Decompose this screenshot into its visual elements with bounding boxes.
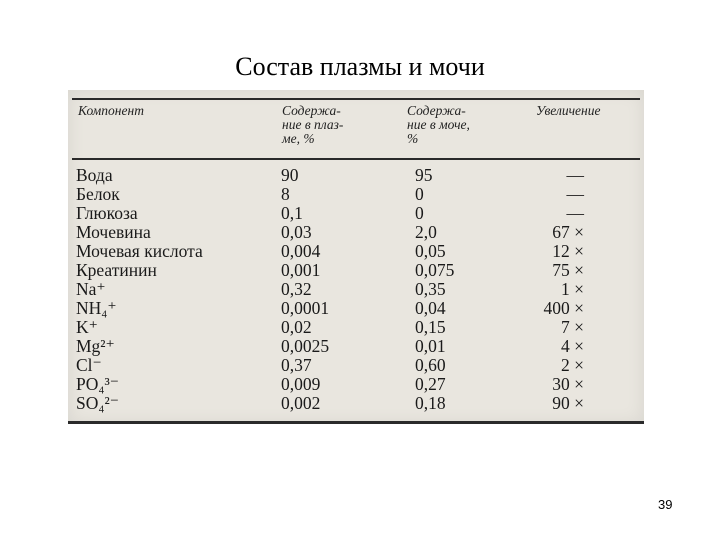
cell-component: Mg²⁺ xyxy=(76,336,115,356)
cell-component: Мочевина xyxy=(76,222,151,242)
cell-plasma: 0,0025 xyxy=(281,336,330,356)
cell-increase: 75 × xyxy=(552,260,584,280)
cell-urine: 95 xyxy=(415,165,433,185)
cell-plasma: 90 xyxy=(281,165,299,185)
cell-plasma: 8 xyxy=(281,184,290,204)
table-row xyxy=(68,318,644,337)
cell-component: PO₄³⁻ xyxy=(76,374,119,394)
cell-component: NH₄⁺ xyxy=(76,298,117,318)
cell-component: Вода xyxy=(76,165,113,185)
cell-increase: 67 × xyxy=(552,222,584,242)
cell-urine: 0,18 xyxy=(415,393,446,413)
table-row xyxy=(68,394,644,413)
cell-urine: 0,27 xyxy=(415,374,446,394)
cell-increase: 12 × xyxy=(552,241,584,261)
cell-component: SO₄²⁻ xyxy=(76,393,119,413)
cell-urine: 0,075 xyxy=(415,260,455,280)
table-row xyxy=(68,299,644,318)
header-plasma: Содержа- ние в плаз- ме, % xyxy=(282,103,344,146)
cell-urine: 0 xyxy=(415,203,424,223)
table-bottom-rule xyxy=(68,421,644,424)
header-increase: Увеличение xyxy=(536,103,601,118)
cell-component: Cl⁻ xyxy=(76,355,102,375)
table-row xyxy=(68,242,644,261)
cell-urine: 0,04 xyxy=(415,298,446,318)
table-row xyxy=(68,337,644,356)
cell-urine: 0,01 xyxy=(415,336,446,356)
cell-increase: — xyxy=(566,165,584,185)
cell-component: Na⁺ xyxy=(76,279,106,299)
cell-plasma: 0,001 xyxy=(281,260,321,280)
slide-title: Состав плазмы и мочи xyxy=(235,52,485,81)
cell-plasma: 0,009 xyxy=(281,374,321,394)
table-row xyxy=(68,261,644,280)
cell-increase: 7 × xyxy=(561,317,584,337)
cell-urine: 2,0 xyxy=(415,222,437,242)
table-row xyxy=(68,166,644,185)
cell-plasma: 0,1 xyxy=(281,203,303,223)
cell-increase: 90 × xyxy=(552,393,584,413)
table-top-rule xyxy=(72,98,640,100)
cell-component: Мочевая кислота xyxy=(76,241,203,261)
table-row xyxy=(68,356,644,375)
table-row xyxy=(68,223,644,242)
cell-increase: 30 × xyxy=(552,374,584,394)
cell-increase: 1 × xyxy=(561,279,584,299)
cell-urine: 0 xyxy=(415,184,424,204)
cell-urine: 0,60 xyxy=(415,355,446,375)
cell-urine: 0,35 xyxy=(415,279,446,299)
table-row xyxy=(68,204,644,223)
cell-component: K⁺ xyxy=(76,317,98,337)
table-body xyxy=(68,166,644,413)
cell-plasma: 0,37 xyxy=(281,355,312,375)
cell-plasma: 0,002 xyxy=(281,393,321,413)
cell-increase: — xyxy=(566,184,584,204)
cell-plasma: 0,0001 xyxy=(281,298,330,318)
table-header-rule xyxy=(72,158,640,160)
cell-increase: 4 × xyxy=(561,336,584,356)
scanned-table xyxy=(68,90,644,424)
table-row xyxy=(68,185,644,204)
page-number: 39 xyxy=(658,497,673,512)
table-row xyxy=(68,375,644,394)
cell-component: Креатинин xyxy=(76,260,157,280)
cell-urine: 0,15 xyxy=(415,317,446,337)
cell-increase: 400 × xyxy=(543,298,584,318)
cell-component: Белок xyxy=(76,184,120,204)
header-urine: Содержа- ние в моче, % xyxy=(407,103,470,146)
cell-plasma: 0,03 xyxy=(281,222,312,242)
header-component: Компонент xyxy=(78,103,144,118)
table-row xyxy=(68,280,644,299)
cell-plasma: 0,004 xyxy=(281,241,321,261)
cell-increase: — xyxy=(566,203,584,223)
cell-urine: 0,05 xyxy=(415,241,446,261)
cell-component: Глюкоза xyxy=(76,203,138,223)
cell-increase: 2 × xyxy=(561,355,584,375)
cell-plasma: 0,32 xyxy=(281,279,312,299)
cell-plasma: 0,02 xyxy=(281,317,312,337)
